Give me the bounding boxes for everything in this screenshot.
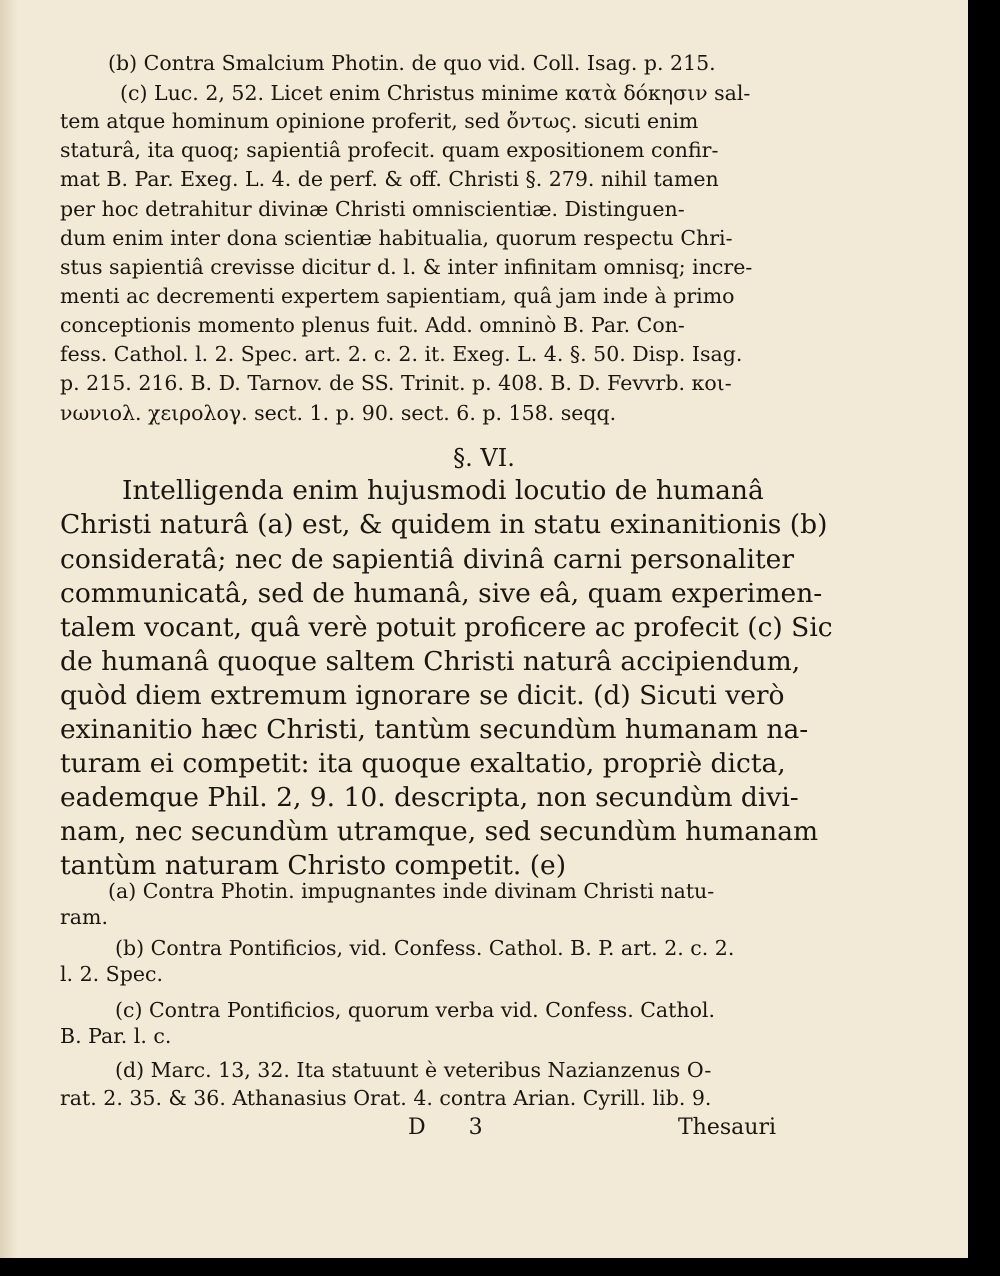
body-line: Intelligenda enim hujusmodi locutio de humanâ — [122, 475, 764, 506]
footnote-line: (c) Luc. 2, 52. Licet enim Christus minime κατὰ δόκησιν sal- — [120, 81, 751, 105]
footnote-line: p. 215. 216. B. D. Tarnov. de SS. Trinit. p. 408. B. D. Fevvrb. κοι- — [60, 371, 732, 395]
footnote-line: dum enim inter dona scientiæ habitualia, quorum respectu Chri- — [60, 226, 733, 250]
footnote-line: (d) Marc. 13, 32. Ita statuunt è veteribus Nazianzenus O- — [115, 1058, 712, 1082]
footnote-line: νωνιολ. χειρολογ. sect. 1. p. 90. sect. 6. p. 158. seqq. — [60, 401, 617, 425]
footnote-line: rat. 2. 35. & 36. Athanasius Orat. 4. contra Arian. Cyrill. lib. 9. — [60, 1086, 712, 1110]
footnote-line: menti ac decrementi expertem sapientiam, quâ jam inde à primo — [60, 284, 735, 308]
section-heading: §. VI. — [453, 444, 515, 472]
body-line: consideratâ; nec de sapientiâ divinâ carni personaliter — [60, 544, 795, 575]
body-line: de humanâ quoque saltem Christi naturâ accipiendum, — [60, 646, 801, 677]
footnote-line: conceptionis momento plenus fuit. Add. omninò B. Par. Con- — [60, 313, 685, 337]
footnote-line: fess. Cathol. l. 2. Spec. art. 2. c. 2. it. Exeg. L. 4. §. 50. Disp. Isag. — [60, 342, 743, 366]
footnote-line: l. 2. Spec. — [60, 962, 163, 986]
body-line: communicatâ, sed de humanâ, sive eâ, quam experimen- — [60, 578, 823, 609]
body-line: quòd diem extremum ignorare se dicit. (d) Sicuti verò — [60, 680, 785, 711]
body-line: talem vocant, quâ verè potuit proficere ac profecit (c) Sic — [60, 612, 833, 643]
footnote-line: ram. — [60, 905, 108, 929]
body-line: Christi naturâ (a) est, & quidem in statu exinanitionis (b) — [60, 509, 828, 540]
footnote-line: (a) Contra Photin. impugnantes inde divinam Christi natu- — [108, 879, 715, 903]
body-line: nam, nec secundùm utramque, sed secundùm humanam — [60, 816, 819, 847]
footnote-line: staturâ, ita quoq; sapientiâ profecit. quam expositionem confir- — [60, 138, 719, 162]
footnote-line: tem atque hominum opinione proferit, sed ὄντως. sicuti enim — [60, 109, 699, 133]
body-line: eademque Phil. 2, 9. 10. descripta, non secundùm divi- — [60, 782, 799, 813]
footnote-line: per hoc detrahitur divinæ Christi omniscientiæ. Distinguen- — [60, 197, 685, 221]
body-line: turam ei competit: ita quoque exaltatio, propriè dicta, — [60, 748, 786, 779]
body-line: exinanitio hæc Christi, tantùm secundùm humanam na- — [60, 714, 809, 745]
footnote-line: (b) Contra Pontificios, vid. Confess. Cathol. B. P. art. 2. c. 2. — [115, 936, 735, 960]
footnote-line: stus sapientiâ crevisse dicitur d. l. & inter infinitam omnisq; incre- — [60, 255, 753, 279]
footnote-line: B. Par. l. c. — [60, 1024, 172, 1048]
body-line: tantùm naturam Christo competit. (e) — [60, 850, 567, 881]
footnote-line: (b) Contra Smalcium Photin. de quo vid. Coll. Isag. p. 215. — [108, 51, 716, 75]
catchword: Thesauri — [678, 1115, 776, 1140]
signature-mark: D 3 — [408, 1115, 501, 1140]
footnote-line: (c) Contra Pontificios, quorum verba vid. Confess. Cathol. — [115, 998, 715, 1022]
footnote-line: mat B. Par. Exeg. L. 4. de perf. & off. Christi §. 279. nihil tamen — [60, 167, 719, 191]
